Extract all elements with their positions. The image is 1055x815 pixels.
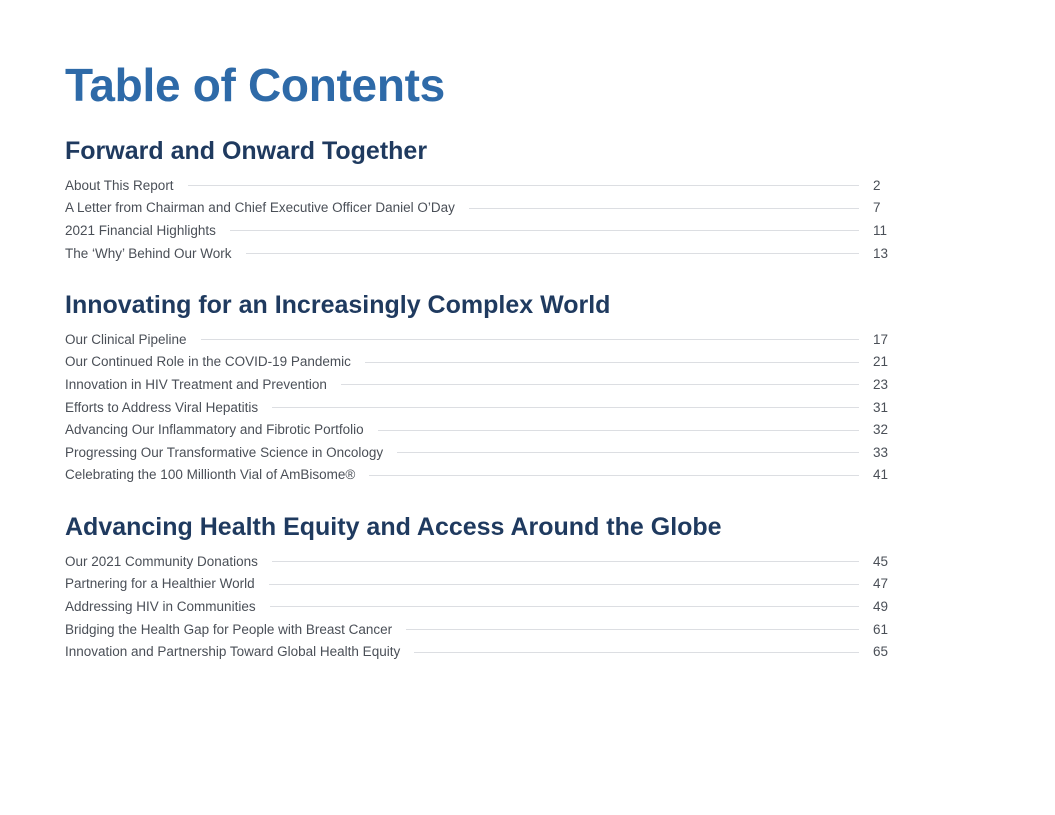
section-heading: Advancing Health Equity and Access Around the Globe (65, 513, 722, 541)
toc-entry-page: 17 (873, 331, 889, 347)
toc-entry-label: 2021 Financial Highlights (65, 222, 216, 238)
leader-line (270, 606, 859, 607)
leader-line (272, 407, 859, 408)
toc-entry-label: The ‘Why’ Behind Our Work (65, 245, 232, 261)
section-heading: Forward and Onward Together (65, 137, 428, 165)
leader-line (378, 430, 859, 431)
toc-entry-page: 21 (873, 354, 889, 370)
toc-section-innovating (65, 290, 905, 486)
toc-entry-page: 31 (873, 399, 889, 415)
leader-line (188, 185, 859, 186)
toc-entry[interactable] (65, 328, 905, 351)
toc-entry[interactable] (65, 573, 905, 596)
leader-line (406, 629, 859, 630)
toc-entry[interactable] (65, 219, 905, 242)
toc-entry[interactable] (65, 464, 905, 487)
toc-entry[interactable] (65, 396, 905, 419)
toc-entry-label: Progressing Our Transformative Science in Oncology (65, 444, 384, 460)
toc-entry[interactable] (65, 351, 905, 374)
toc-entry-label: Addressing HIV in Communities (65, 598, 256, 614)
toc-entry-page: 7 (873, 200, 881, 216)
leader-line (201, 339, 859, 340)
leader-line (414, 652, 859, 653)
leader-line (269, 584, 859, 585)
toc-entry-page: 11 (873, 222, 888, 238)
toc-entry-page: 33 (873, 444, 889, 460)
toc-entry[interactable] (65, 441, 905, 464)
toc-section-forward (65, 136, 905, 264)
toc-entry[interactable] (65, 595, 905, 618)
section-heading: Innovating for an Increasingly Complex World (65, 291, 611, 319)
toc-entry-label: A Letter from Chairman and Chief Executive Officer Daniel O’Day (65, 200, 455, 216)
toc-entry[interactable] (65, 373, 905, 396)
toc-entry-page: 45 (873, 553, 889, 569)
toc-entry-label: Efforts to Address Viral Hepatitis (65, 399, 259, 415)
toc-entry[interactable] (65, 640, 905, 663)
leader-line (246, 253, 859, 254)
leader-line (272, 561, 859, 562)
toc-entry-list (65, 328, 905, 486)
leader-line (397, 452, 859, 453)
page-title: Table of Contents (65, 59, 445, 111)
toc-entry-label: Innovation and Partnership Toward Global Health Equity (65, 644, 401, 660)
toc-entry-page: 2 (873, 177, 881, 193)
toc-entry-label: Advancing Our Inflammatory and Fibrotic Portfolio (65, 422, 364, 438)
leader-line (341, 384, 859, 385)
toc-entry-page: 23 (873, 376, 889, 392)
toc-entry-page: 41 (873, 467, 889, 483)
toc-entry[interactable] (65, 618, 905, 641)
toc-entry[interactable] (65, 197, 905, 220)
toc-entry-label: Our 2021 Community Donations (65, 553, 258, 569)
toc-entry-label: Partnering for a Healthier World (65, 576, 255, 592)
toc-entry[interactable] (65, 418, 905, 441)
toc-entry-label: Bridging the Health Gap for People with Breast Cancer (65, 621, 393, 637)
toc-entry-label: Our Clinical Pipeline (65, 331, 187, 347)
toc-entry[interactable] (65, 174, 905, 197)
toc-entry-page: 49 (873, 598, 889, 614)
toc-entry-list (65, 550, 905, 663)
toc-entry-page: 61 (873, 621, 889, 637)
toc-entry-label: Our Continued Role in the COVID-19 Pandemic (65, 354, 351, 370)
leader-line (230, 230, 859, 231)
toc-entry[interactable] (65, 242, 905, 265)
leader-line (469, 208, 859, 209)
leader-line (369, 475, 859, 476)
toc-entry-label: About This Report (65, 177, 174, 193)
toc-entry-page: 65 (873, 644, 889, 660)
leader-line (365, 362, 859, 363)
toc-entry[interactable] (65, 550, 905, 573)
toc-entry-page: 47 (873, 576, 889, 592)
toc-entry-page: 13 (873, 245, 889, 261)
toc-entry-list (65, 174, 905, 264)
toc-entry-page: 32 (873, 422, 889, 438)
toc-section-health-equity (65, 512, 905, 663)
toc-entry-label: Celebrating the 100 Millionth Vial of AmBisome® (65, 467, 356, 483)
toc-entry-label: Innovation in HIV Treatment and Prevention (65, 376, 327, 392)
